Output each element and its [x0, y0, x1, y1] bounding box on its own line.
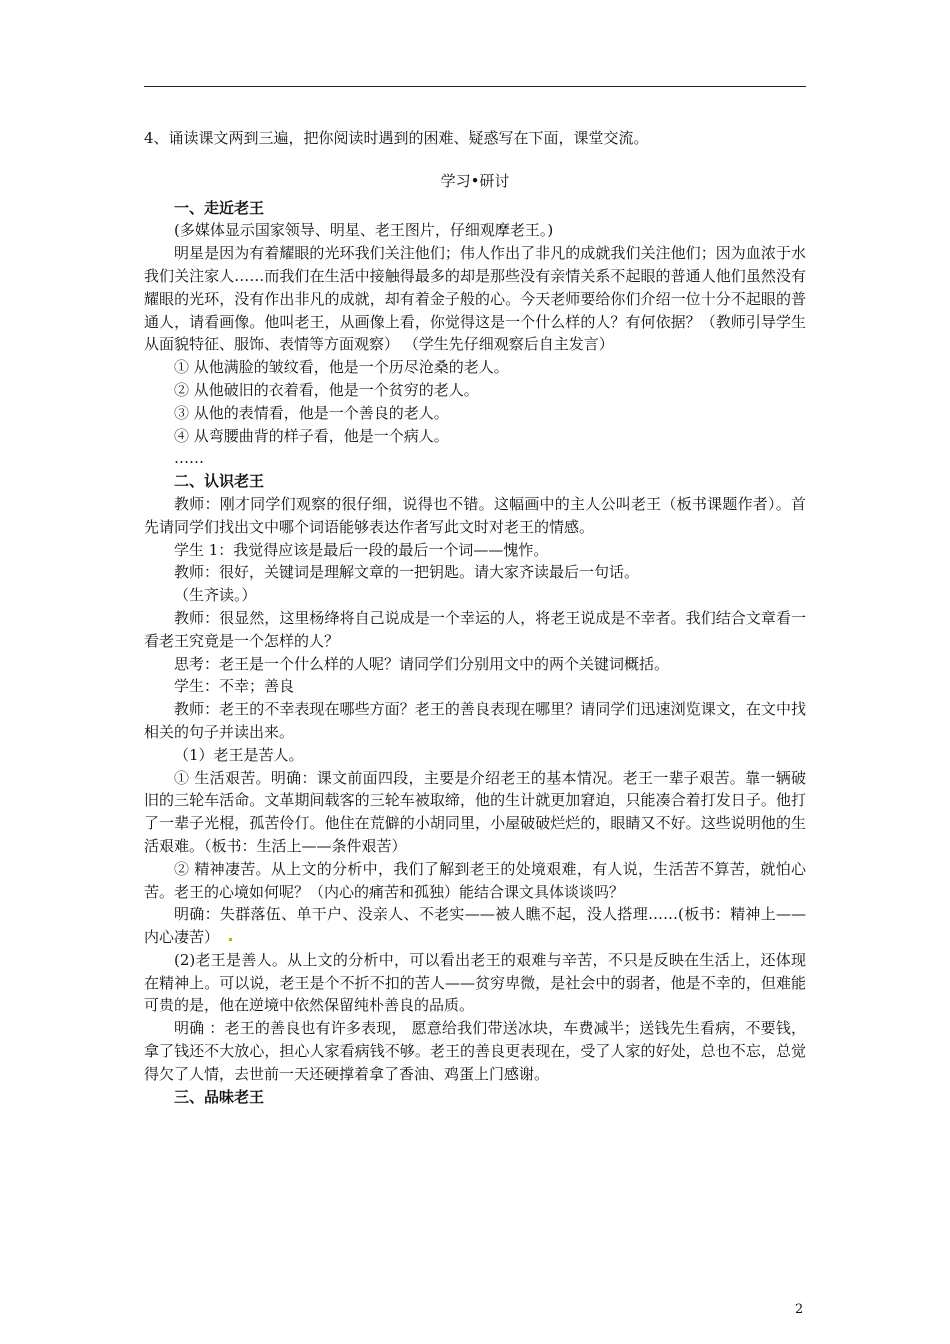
intro-item: 4、诵读课文两到三遍，把你阅读时遇到的困难、疑惑写在下面，课堂交流。: [144, 129, 649, 147]
page-number: 2: [795, 1302, 804, 1317]
paragraph: 教师：很好，关键词是理解文章的一把钥匙。请大家齐读最后一句话。: [174, 563, 640, 582]
paragraph: 教师：很显然，这里杨绛将自己说成是一个幸运的人，将老王说成是不幸者。我们结合文章看一看老王究竟是一个怎样的人？: [144, 608, 806, 650]
heading-approach-laowang: 一、走近老王: [174, 198, 265, 217]
paragraph: ② 精神凄苦。从上文的分析中，我们了解到老王的处境艰难，有人说，生活苦不算苦，就怕心苦。老王的心境如何呢？（内心的痛苦和孤独）能结合课文具体谈谈吗？: [144, 859, 806, 901]
paragraph: 教师：刚才同学们观察的很仔细，说得也不错。这幅画中的主人公叫老王（板书课题作者）。首先请同学们找出文中哪个词语能够表达作者写此文时对老王的情感。: [144, 494, 806, 536]
paragraph: （1）老王是苦人。: [174, 745, 304, 764]
paragraph: 明星是因为有着耀眼的光环我们关注他们；伟人作出了非凡的成就我们关注他们；因为血浓于水我们关注家人……而我们在生活中接触得最多的却是那些没有亲情关系不起眼的普通人他们虽然没有耀眼的光环，没有作出非凡的成就，却有着金子般的心。今天老师要给你们介绍一位十分不起眼的普通人，请看画像。他叫老王，从画像上看，你觉得这是一个什么样的人？有何依据？（教师引导学生从面貌特征、服饰、表情等方面观察） （学生先仔细观察后自主发言）: [144, 244, 806, 354]
paragraph: 明确 ：老王的善良也有许多表现， 愿意给我们带送冰块，车费减半；送钱先生看病，不要钱，拿了钱还不大放心，担心人家看病钱不够。老王的善良更表现在，受了人家的好处，总也不忘，总觉得欠了人情，去世前一天还硬撑着拿了香油、鸡蛋上门感谢。: [144, 1019, 806, 1083]
heading-know-laowang: 二、认识老王: [174, 472, 265, 491]
header-rule: [144, 86, 806, 87]
paragraph-text: 明确：失群落伍、单干户、没亲人、不老实——被人瞧不起，没人搭理……(板书：精神上——内心凄苦）: [144, 905, 806, 947]
section-title: 学习•研讨: [440, 171, 510, 190]
ellipsis: ……: [174, 449, 204, 468]
paragraph: ① 生活艰苦。明确：课文前面四段，主要是介绍老王的基本情况。老王一辈子艰苦。靠一辆破旧的三轮车活命。文革期间载客的三轮车被取缔，他的生计就更加窘迫，只能凑合着打发日子。他打了一辈子光棍，孤苦伶仃。他住在荒僻的小胡同里，小屋破破烂烂的，眼睛又不好。这些说明他的生活艰难。（板书：生活上——条件艰苦）: [144, 768, 806, 855]
page-content: [144, 127, 806, 1108]
list-item: ③ 从他的表情看，他是一个善良的老人。: [174, 403, 449, 422]
paragraph: （生齐读。）: [174, 586, 257, 605]
highlight-mark: [229, 938, 232, 941]
heading-savor-laowang: 三、品味老王: [174, 1087, 265, 1106]
list-item: ② 从他破旧的衣着看，他是一个贫穷的老人。: [174, 380, 479, 399]
paragraph: (多媒体显示国家领导、明星、老王图片，仔细观摩老王。): [174, 221, 554, 240]
list-item: ① 从他满脸的皱纹看，他是一个历尽沧桑的老人。: [174, 358, 509, 377]
paragraph-with-mark: [144, 903, 806, 949]
paragraph: 学生 1：我觉得应该是最后一段的最后一个词——愧怍。: [174, 540, 549, 559]
paragraph: 教师：老王的不幸表现在哪些方面？老王的善良表现在哪里？请同学们迅速浏览课文，在文中找相关的句子并读出来。: [144, 700, 806, 741]
paragraph: 思考：老王是一个什么样的人呢？请同学们分别用文中的两个关键词概括。: [174, 654, 670, 673]
list-item: ④ 从弯腰曲背的样子看，他是一个病人。: [174, 426, 449, 445]
paragraph: (2)老王是善人。从上文的分析中，可以看出老王的艰难与辛苦，不只是反映在生活上，还体现在精神上。可以说，老王是个不折不扣的苦人——贫穷卑微，是社会中的弱者，他是不幸的，但难能可贵的是，他在逆境中依然保留纯朴善良的品质。: [144, 950, 806, 1015]
paragraph: 学生：不幸；善良: [174, 677, 295, 696]
